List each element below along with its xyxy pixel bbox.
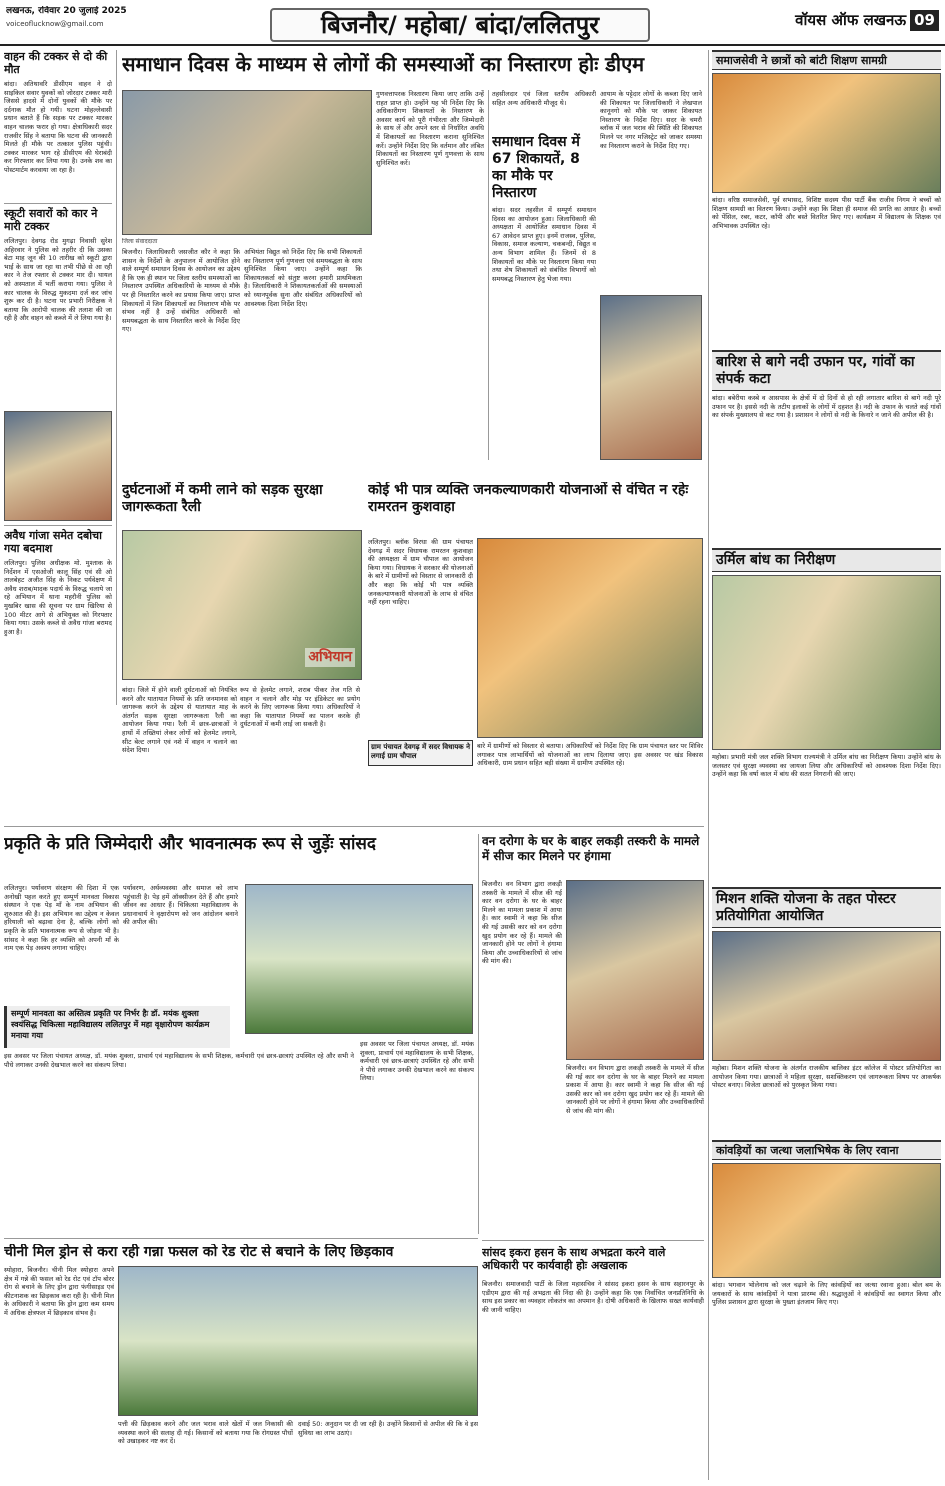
forest-body-2: बिजनौर। वन विभाग द्वारा लकड़ी तस्करी के मामले में सीज की गई कार वन दरोगा के घर के बाहर मिलने का मामला प्रकाश में आया है। कार स्वामी ने कहा कि सीज की गई उसकी कार को वन दरोगा खुद प्रयोग कर रहे हैं। मामले की जानकारी होने पर लोगों ने हंगामा किया और उच्चाधिकारियों से जांच की मांग की। [566, 1064, 704, 1115]
road-safety-headline: दुर्घटनाओं में कमी लाने को सड़क सुरक्षा जागरूकता रैली [122, 482, 323, 515]
right-headline-1: समाजसेवी ने छात्रों को बांटी शिक्षण सामग्री [712, 50, 941, 70]
section-title: बिजनौर/ महोबा/ बांदा/ललितपुर [270, 8, 650, 42]
section-rule [482, 1240, 704, 1241]
mp-body: बिजनौर। समाजवादी पार्टी के जिला महासचिव ने सांसद इकरा हसन के साथ सहारनपुर के एडीएम द्वारा की गई अभद्रता की निंदा की है। उन्होंने कहा कि एक निर्वाचित जनप्रतिनिधि के साथ इस प्रकार का व्यवहार लोकतंत्र का अपमान है। दोषी अधिकारी के खिलाफ सख्त कार्यवाही की जानी चाहिए। [482, 1280, 704, 1314]
story-body: ललितपुर। देवगढ़ रोड मुगढ़ा निवासी सुरेश अहिरवार ने पुलिस को तहरीर दी कि उसका बेटा माह जून की 10 तारीख को स्कूटी द्वारा भाई के साथ जा रहा था तभी पीछे से आ रही कार ने तेज रफ्तार से टक्कर मार दी। घायल को अस्पताल में भर्ती कराया गया। पुलिस ने कार चालक के विरुद्ध मुकदमा दर्ज कर जांच शुरू कर दी है। घटना पर प्रभारी निरीक्षक ने बताया कि आरोपी चालक की तलाश की जा रही है और वाहन को कब्जे में ले लिया गया है। [4, 237, 112, 323]
right-headline-3: उर्मिल बांध का निरीक्षण [712, 548, 941, 572]
story-body: बांदा। अतिथावरि डीसीएम वाहन ने दो साइकिल सवार युवकों को जोरदार टक्कर मारी जिससे हादसे में दोनों युवकों की मौके पर दर्दनाक मौत हो गयी। घटना मोहल्लेवासी प्रधान बताते हैं कि सड़क पर टक्कर मारकर वाहन चालक फरार हो गया। क्षेत्राधिकारी सदर राजवीर सिंह ने बताया कि घटना की जानकारी मिलते ही मौके पर तत्काल पुलिस पहुंची। टक्कर मारकर भाग रहे डीसीएम की घेराबंदी कर गिरफ्तार कर लिया गया है। उनके शव का पोस्टमार्टम करवाया जा रहा है। [4, 80, 112, 174]
plantation-photo [245, 884, 473, 1034]
road-safety-body-2: रूप से हेलमेट लगाने, शराब पीकर तेज गति से वाहन न चलाने और मोड़ पर इंडिकेटर का प्रयोग करने के लिए जागरूक किया गया। अधिकारियों ने कहा कि यातायात नियमों का पालन करके ही दुर्घटनाओं में कमी लाई जा सकती है। [240, 686, 360, 729]
divider [4, 203, 112, 204]
section-rule [4, 1238, 478, 1239]
section-rule [4, 826, 704, 827]
chaupal-photo [477, 538, 703, 738]
column-rule [708, 50, 709, 1480]
story-headline: वाहन की टक्कर से दो की मौत [4, 50, 108, 76]
right-column [712, 50, 941, 1480]
police-photo [4, 411, 112, 521]
right-body-5: बांदा। भगवान भोलेनाथ को जल चढ़ाने के लिए कांवड़ियों का जत्था रवाना हुआ। बोल बम के जयकारों के साथ कांवड़ियों ने यात्रा प्रारम्भ की। श्रद्धालुओं ने कांवड़ियों का स्वागत किया और पुलिस प्रशासन द्वारा सुरक्षा के पुख्ता इंतजाम किए गए। [712, 1281, 941, 1307]
mp-headline: सांसद इकरा हसन के साथ अभद्रता करने वाले अधिकारी पर कार्यवाही होः अखलाक [482, 1246, 666, 1272]
nature-body-3: इस अवसर पर जिला पंचायत अध्यक्ष, डॉ. मयंक शुक्ला, प्राचार्य एवं महाविद्यालय के सभी शिक्षक, कर्मचारी एवं छात्र-छात्राएं उपस्थित रहे और सभी ने पौधे लगाकर उनकी देखभाल करने का संकल्प लिया। [4, 1052, 354, 1069]
right-body-1: बांदा। वरिष्ठ समाजसेवी, पूर्व सभासद, विशिष्ट सदस्य पीस पार्टी बैंक राजीव निगम ने बच्चों को शिक्षण सामग्री का वितरण किया। उन्होंने कहा कि शिक्षा ही समाज की प्रगति का आधार है। बच्चों को पेंसिल, रबर, कटर, कॉपी और बस्ते वितरित किए गए। कार्यक्रम में विद्यालय के शिक्षक एवं अभिभावक उपस्थित रहे। [712, 196, 941, 230]
nature-body-1: ललितपुर। पर्यावरण संरक्षण की दिशा में एक अनोखी पहल करते हुए सम्पूर्ण मानवता विकास संस्थान ने एक पेड़ माँ के नाम अभियान की शुरुआत की है। इस अभियान का उद्देश्य न केवल हरियाली को बढ़ावा देना है, बल्कि लोगों को प्रकृति के प्रति भावनात्मक रूप से जोड़ना भी है। सांसद ने कहा कि हर व्यक्ति को अपनी माँ के नाम एक पेड़ अवश्य लगाना चाहिए। [4, 884, 119, 953]
nature-body-2: पर्यावरण, अर्थव्यवस्था और समाज को लाभ पहुंचाती है। पेड़ हमें ऑक्सीजन देते हैं और हमारे जीवन का आधार हैं। चिकित्सा महाविद्यालय के प्रधानाचार्य ने वृक्षारोपण को जन आंदोलन बनाने की अपील की। [123, 884, 238, 927]
main-story-body-2: अभियंता विद्युत को निर्देश दिए कि सभी शिकायतों का निस्तारण पूर्ण गुणवत्ता एवं समयबद्धता के साथ सुनिश्चित किया जाए। उन्होंने कहा कि शिकायतकर्ता को संतुष्ट करना हमारी प्राथमिकता है। जिलाधिकारी ने शिकायतकर्ताओं की समस्याओं को ध्यानपूर्वक सुना और संबंधित अधिकारियों को आवश्यक दिशा निर्देश दिए। [244, 248, 362, 308]
road-safety-body-1: बांदा। जिले में होने वाली दुर्घटनाओं को नियंत्रित करने और यातायात नियमों के प्रति जनमानस को जागरूक करने के उद्देश्य से यातायात माह के अंतर्गत सड़क सुरक्षा जागरूकता रैली का आयोजन किया गया। रैली में छात्र-छात्राओं ने हाथों में तख्तियां लेकर लोगों को हेलमेट लगाने, सीट बेल्ट लगाने एवं नशे में वाहन न चलाने का संदेश दिया। [122, 686, 237, 755]
car-photo [566, 880, 704, 1060]
main-story-body-3: गुणवत्तापरक निस्तारण किया जाए ताकि उन्हें राहत प्राप्त हो। उन्होंने यह भी निर्देश दिए कि अधिकारीगण शिकायतों के निस्तारण के अवसर कार्य को पूरी गंभीरता और जिम्मेदारी के साथ लें और अपने स्तर से निर्धारित अवधि में शिकायतों का निस्तारण कराना सुनिश्चित करें। उन्होंने निर्देश दिए कि वर्तमान और लंबित शिकायतों का निस्तारण पूर्ण गुणवत्ता के साथ सुनिश्चित करें। [376, 90, 484, 167]
sugarcane-body-1: स्योहारा, बिजनौर। चीनी मिल स्योहारा अपने क्षेत्र में गन्ने की फसल को रेड रोट एवं टॉप बोरर रोग से बचाने के लिए ड्रोन द्वारा फंगीसाइड एवं कीटनाशक का छिड़काव करा रही है। चीनी मिल के अधिकारी ने बताया कि ड्रोन द्वारा कम समय में अधिक क्षेत्रफल में छिड़काव संभव है। [4, 1266, 114, 1317]
nature-body-4: इस अवसर पर जिला पंचायत अध्यक्ष, डॉ. मयंक शुक्ला, प्राचार्य एवं महाविद्यालय के सभी शिक्षक, कर्मचारी एवं छात्र-छात्राएं उपस्थित रहे और सभी ने पौधे लगाकर उनकी देखभाल करने का संकल्प लिया। [360, 1040, 474, 1083]
website-email[interactable]: voiceoflucknow@gmail.com [6, 20, 104, 29]
masthead-date-block [6, 6, 186, 29]
page-number: 09 [910, 10, 939, 31]
scheme-body-2: बारे में ग्रामीणों को विस्तार से बताया। अधिकारियों को निर्देश दिए कि ग्राम पंचायत स्तर पर शिविर लगाकर पात्र लाभार्थियों को योजनाओं का लाभ दिलाया जाए। इस अवसर पर खंड विकास अधिकारी, ग्राम प्रधान सहित बड़ी संख्या में ग्रामीण उपस्थित रहे। [477, 742, 703, 768]
right-body-3: महोबा। प्रभारी मंत्री जल शक्ति विभाग राज्यमंत्री ने उर्मिल बांध का निरीक्षण किया। उन्होंने बांध के जलस्तर एवं सुरक्षा व्यवस्था का जायजा लिया और अधिकारियों को आवश्यक दिशा निर्देश दिए। उन्होंने कहा कि वर्षा काल में बांध की सतत निगरानी की जाए। [712, 753, 941, 779]
forest-body: बिजनौर। वन विभाग द्वारा लकड़ी तस्करी के मामले में सीज की गई कार वन दरोगा के घर के बाहर मिलने का मामला प्रकाश में आया है। कार स्वामी ने कहा कि सीज की गई उसकी कार को वन दरोगा खुद प्रयोग कर रहे हैं। मामले की जानकारी होने पर लोगों ने हंगामा किया और उच्चाधिकारियों से जांच की मांग की। [482, 880, 562, 966]
sub-story [492, 90, 596, 460]
nature-bullet-1: सम्पूर्ण मानवता का अस्तित्व प्रकृति पर निर्भर हैः डॉ. मयंक शुक्ला [11, 1009, 199, 1018]
main-story-body-1: बिजनौर। जिलाधिकारी जसजीत कौर ने कहा कि शासन के निर्देशों के अनुपालन में आयोजित होने वाले सम्पूर्ण समाधान दिवस के आयोजन का उद्देश्य है कि एक ही स्थान पर जिला स्तरीय समस्याओं का निस्तारण उपस्थित अधिकारियों के माध्यम से मौके पर ही निस्तारित करने का प्रयास किया जाए। प्राप्त शिकायतों में जिन शिकायतों का निस्तारण मौके पर संभव नहीं है उन्हें संबंधित अधिकारी को समयबद्धता के साथ निस्तारित करने के निर्देश दिए गए। [122, 248, 240, 334]
forest-headline: वन दरोगा के घर के बाहर लकड़ी तस्करी के मामले में सीज कार मिलने पर हंगामा [482, 834, 700, 863]
right-headline-4: मिशन शक्ति योजना के तहत पोस्टर प्रतियोगिता आयोजित [712, 887, 941, 928]
meeting-photo [122, 90, 372, 235]
poster-competition-photo [712, 931, 941, 1061]
right-body-4: महोबा। मिशन शक्ति योजना के अंतर्गत राजकीय बालिका इंटर कॉलेज में पोस्टर प्रतियोगिता का आयोजन किया गया। छात्राओं ने महिला सुरक्षा, सशक्तिकरण एवं जागरूकता विषय पर आकर्षक पोस्टर बनाए। विजेता छात्राओं को पुरस्कृत किया गया। [712, 1064, 941, 1090]
sugarcane-body-2: पत्ती की छिड़काव करने और जल भराव वाले खेतों में जल निकासी की व्यवस्था करने की सलाह दी गई। किसानों को बताया गया कि रोगग्रस्त पौधों को उखाड़कर नष्ट कर दें। [118, 1420, 293, 1446]
issue-date: लखनऊ, रविवार 20 जुलाई 2025 [6, 6, 127, 16]
right-body-2: बांदा। बबेरीया कस्बे व आसपास के क्षेत्रों में दो दिनों से हो रही लगातार बारिश से बागे नदी पूरे उफान पर है। इससे नदी के तटीय इलाकों के लोगों में दहशत है। नदी के उफान के चलते कई गांवों का संपर्क मुख्यालय से कट गया है। प्रशासन ने लोगों से नदी के किनारे न जाने की अपील की है। [712, 394, 941, 420]
scheme-tag: ग्राम पंचायत देवगढ़ में सदर विधायक ने लगाई ग्राम चौपाल [368, 740, 473, 766]
story-headline: स्कूटी सवारों को कार ने मारी टक्कर [4, 207, 98, 233]
left-column [4, 50, 112, 705]
byline: जिला संवाददाता [122, 238, 158, 245]
nature-headline: प्रकृति के प्रति जिम्मेदारी और भावनात्मक रूप से जुड़ेंः सांसद [4, 834, 376, 854]
students-photo [712, 73, 941, 193]
sub-story-body: बांदा। सदर तहसील में सम्पूर्ण समाधान दिवस का आयोजन हुआ। जिलाधिकारी की अध्यक्षता में आयोजित समाधान दिवस में 67 आवेदन प्राप्त हुए। इनमें राजस्व, पुलिस, विकास, समाज कल्याण, चकबन्दी, विद्युत व अन्य विभाग शामिल हैं। जिनमें से 8 शिकायतों का मौके पर निस्तारण किया गया तथा शेष शिकायतों को संबंधित विभागों को समयबद्ध निस्तारण हेतु भेजा गया। [492, 206, 596, 283]
story-body: ललितपुर। पुलिस अधीक्षक मो. मुश्ताक के निर्देशन में एसओजी कालू सिंह एवं सी ओ तालबेहट अजीत सिंह के निकट पर्यवेक्षण में अवैध शराब/मादक पदार्थ के विरुद्ध चलाये जा रहे अभियान में थाना महरौनी पुलिस को मुखबिर खास की सूचना पर ग्राम खिरिया से 100 मीटर आगे से अभियुक्त को गिरफ्तार किया गया। उसके कब्जे से अवैध गांजा बरामद हुआ है। [4, 559, 112, 636]
paper-name-block [759, 10, 939, 31]
sub-story-lead: तहसीलदार एवं जिला स्तरीय अधिकारी सहित अन्य अधिकारी मौजूद थे। [492, 90, 596, 107]
rally-photo [122, 530, 362, 680]
sugarcane-headline: चीनी मिल ड्रोन से करा रही गन्ना फसल को रेड रोट से बचाने के लिए छिड़काव [4, 1244, 394, 1260]
column-rule [116, 50, 117, 705]
sugarcane-body-3: दवाई 50: अनुदान पर दी जा रही है। उन्होंने किसानों से अपील की कि वे इस सुविधा का लाभ उठाएं। [298, 1420, 478, 1437]
nature-bullet-2: स्वयंसिद्ध चिकित्सा महाविद्यालय ललितपुर में महा वृक्षारोपण कार्यक्रम मनाया गया [11, 1020, 210, 1040]
scheme-headline: कोई भी पात्र व्यक्ति जनकल्याणकारी योजनाओं से वंचित न रहेः रामरतन कुशवाहा [368, 482, 689, 515]
paper-name: वॉयस ऑफ लखनऊ [795, 11, 907, 29]
main-headline-box [122, 52, 704, 88]
divider [4, 525, 112, 526]
story-headline: अवैध गांजा समेत दबोचा गया बदमाश [4, 529, 102, 555]
scheme-body: ललितपुर। ब्लॉक विरधा की ग्राम पंचायत देवगढ़ में सदर विधायक रामरतन कुशवाहा की अध्यक्षता में ग्राम चौपाल का आयोजन किया गया। विधायक ने सरकार की योजनाओं के बारे में ग्रामीणों को विस्तार से जानकारी दी और कहा कि कोई भी पात्र व्यक्ति जनकल्याणकारी योजनाओं के लाभ से वंचित नहीं रहना चाहिए। [368, 538, 473, 607]
drone-photo [118, 1266, 478, 1416]
rally-banner: अभियान [305, 648, 355, 668]
dam-inspection-photo [712, 575, 941, 750]
tehsil-photo [600, 295, 702, 460]
right-headline-2: बारिश से बागे नदी उफान पर, गांवों का संपर्क कटा [712, 350, 941, 391]
sub-story-body-2: आयाम के पट्टेदार लोगों के कब्जा दिए जाने की शिकायत पर जिलाधिकारी ने लेखपाल कानूनगो को मौके पर जाकर शिकायत निस्तारण के निर्देश दिए। सदर के चमरौ ब्लॉक में जल भराव की स्थिति की शिकायत मिलने पर नगर मजिस्ट्रेट को जाकर समस्या का निस्तारण कराने के निर्देश दिए गए। [600, 90, 702, 150]
column-rule [478, 834, 479, 1234]
right-headline-5: कांवड़ियों का जत्था जलाभिषेक के लिए रवाना [712, 1140, 941, 1160]
sub-story-headline: समाधान दिवस में 67 शिकायतें, 8 का मौके पर निस्तारण [492, 134, 580, 201]
kanwar-photo [712, 1163, 941, 1278]
masthead-rule [0, 44, 945, 46]
column-rule [488, 90, 489, 460]
main-headline: समाधान दिवस के माध्यम से लोगों की समस्याओं का निस्तारण होः डीएम [122, 52, 645, 76]
nature-bullets [4, 1006, 230, 1048]
